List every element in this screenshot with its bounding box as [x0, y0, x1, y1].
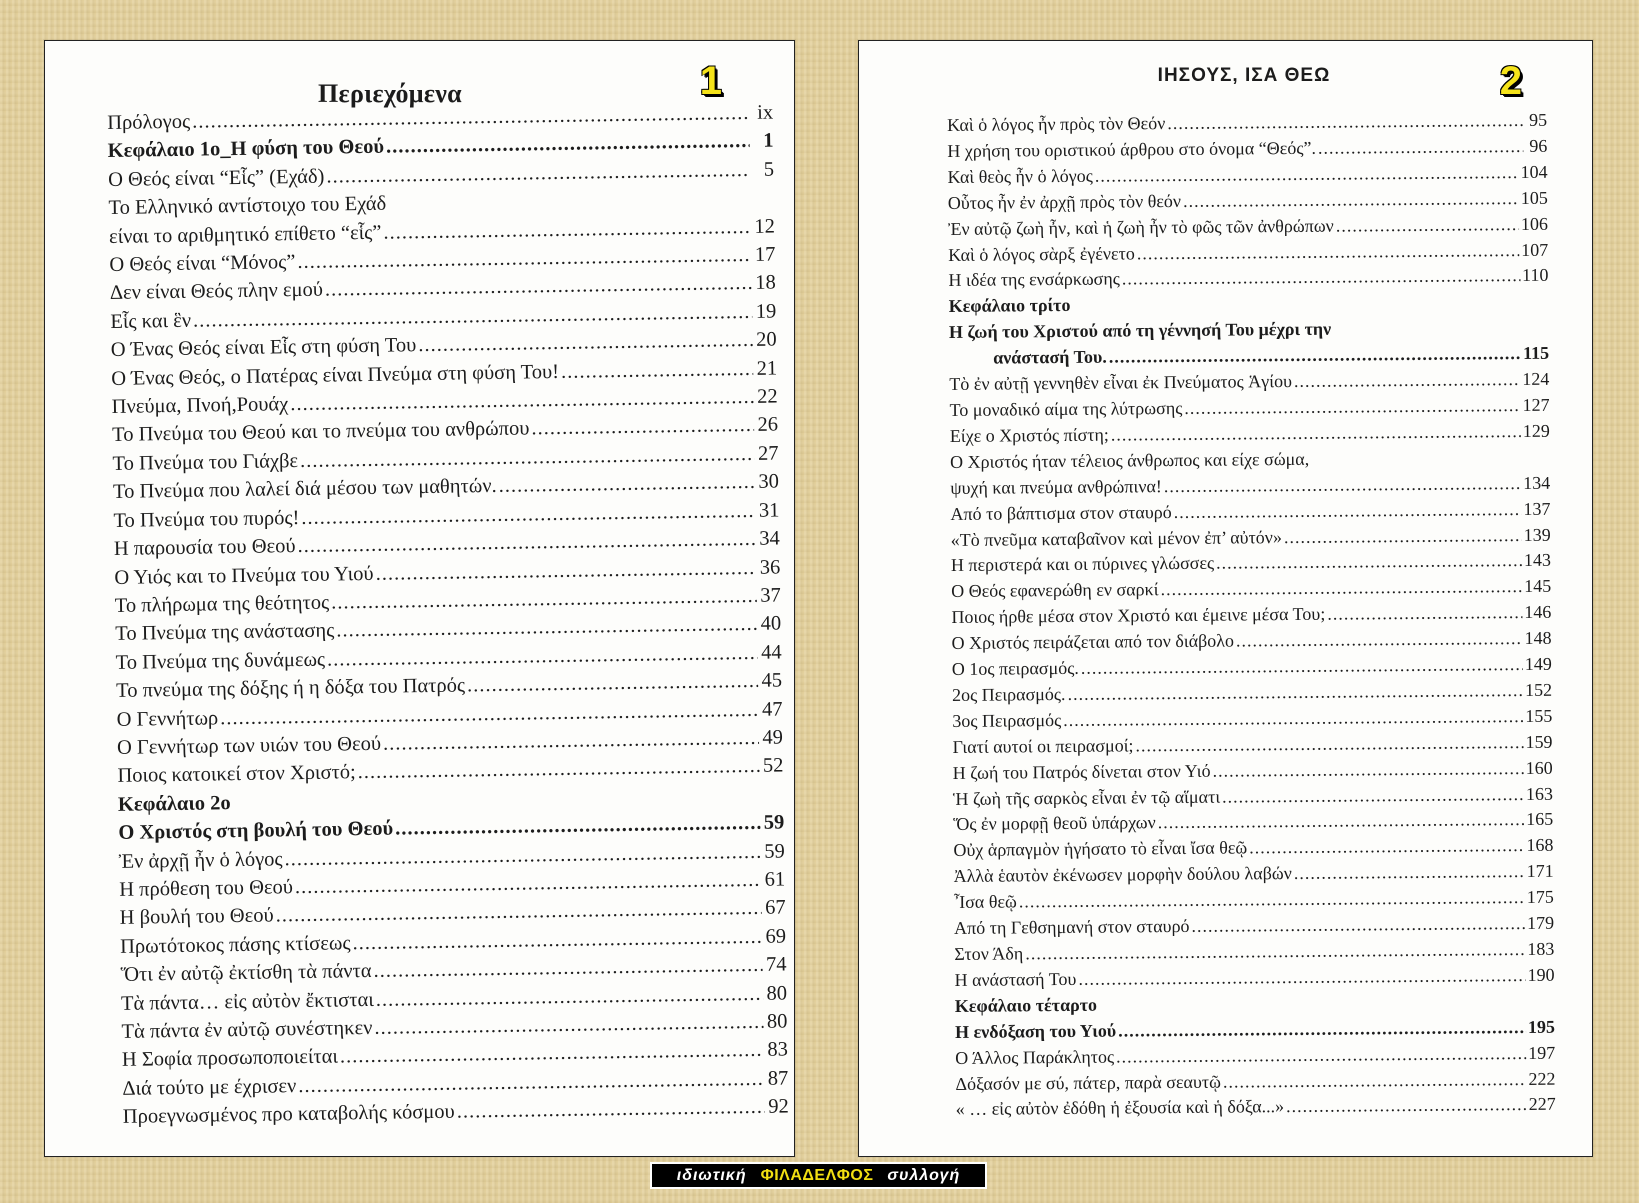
toc-entry-page-number: 34: [759, 527, 781, 550]
toc-entry-title: Οὐχ ἁρπαγμὸν ἡγήσατο τὸ εἶναι ἴσα θεῷ: [953, 837, 1248, 861]
dot-leader: [1164, 471, 1522, 500]
dot-leader: [1336, 212, 1519, 240]
dot-leader: [1099, 1007, 1531, 1011]
toc-entry-page-number: 40: [760, 612, 782, 636]
toc-entry-page-number: 159: [1525, 731, 1553, 752]
toc-entry-page-number: 67: [764, 896, 786, 920]
dot-leader: [1109, 341, 1522, 371]
dot-leader: [1174, 497, 1522, 526]
toc-entry-title: Η ζωή του Πατρός δίνεται στον Υιό: [952, 760, 1211, 783]
dot-leader: [1333, 333, 1525, 335]
dot-leader: [388, 204, 750, 210]
running-header: ΙΗΣΟΥΣ, ΙΣΑ ΘΕΩ: [1157, 65, 1331, 86]
toc-entry-title: Από το βάπτισμα στον σταυρό: [950, 501, 1172, 524]
dot-leader: [1318, 134, 1524, 162]
toc-entry-page-number: 155: [1525, 705, 1553, 726]
toc-entry-page-number: 20: [756, 328, 777, 352]
dot-leader: [233, 801, 760, 809]
toc-entry-page-number: 145: [1524, 576, 1552, 597]
toc-entry-title: Η παρουσία του Θεού: [113, 535, 296, 561]
dot-leader: [1294, 367, 1521, 395]
toc-entry-page-number: 106: [1520, 213, 1549, 234]
toc-entry-page-number: 134: [1523, 472, 1551, 493]
toc-entry-title: Ο Χριστός πειράζεται από τον διάβολο: [951, 630, 1235, 654]
toc-entry-title: Είχε ο Χριστός πίστη;: [949, 424, 1109, 446]
page-title: Περιεχόμενα: [318, 79, 462, 108]
toc-entry-title: Ο Χριστός ήταν τέλειος άνθρωπος και είχε σώμα,: [949, 448, 1310, 472]
toc-entry-page-number: 52: [762, 754, 784, 778]
toc-entry-title: Ο 1ος πειρασμός.: [951, 657, 1079, 680]
toc-entry-page-number: 197: [1528, 1042, 1556, 1063]
dot-leader: [1184, 393, 1520, 422]
dot-leader: [1078, 963, 1525, 993]
toc-entry-title: Το Πνεύμα του πυρός!: [113, 506, 300, 532]
dot-leader: [1160, 574, 1522, 603]
dot-leader: [1067, 678, 1523, 708]
toc-entry-title: Ο Γεννήτωρ: [116, 706, 219, 731]
toc-entry-page-number: 18: [755, 271, 776, 295]
toc-entry-page-number: ix: [757, 101, 774, 124]
toc-entry-page-number: 179: [1527, 912, 1555, 934]
toc-entry-title: Ο Γεννήτωρ των υιών του Θεού: [116, 732, 382, 759]
dot-leader: [1118, 1015, 1526, 1044]
toc-entry-title: Εἷς και ἓν: [110, 309, 192, 333]
toc-entry-title: Το Πνεύμα της δυνάμεως: [115, 648, 326, 674]
collection-banner: [650, 1162, 987, 1189]
toc-entry-page-number: 87: [767, 1067, 789, 1090]
toc-entry-title: Πνεύμα, Πνοή,Ρουάχ: [111, 393, 289, 419]
toc-entry-page-number: 37: [760, 584, 781, 607]
toc-entry-title: Ἐν αὐτῷ ζωὴ ἦν, καὶ ἡ ζωὴ ἦν τὸ φῶς τῶν ἀνθρώπων: [947, 215, 1334, 239]
toc-entry-page-number: 129: [1522, 420, 1550, 441]
toc-entry-title: 2ος Πειρασμός.: [951, 683, 1066, 705]
dot-leader: [1072, 307, 1524, 311]
banner-middle-text: ΦΙΛΑΔΕΛΦΟΣ: [760, 1166, 874, 1184]
dot-leader: [561, 355, 754, 386]
toc-entry-title: Ο Θεός είναι “Μόνος”: [109, 251, 296, 277]
toc-entry: [956, 1092, 1556, 1123]
toc-entry-title: Το Πνεύμα του Θεού και το πνεύμα του ανθρώπου: [111, 417, 530, 447]
toc-entry-page-number: 45: [761, 669, 783, 692]
toc-entry-page-number: 227: [1528, 1094, 1556, 1115]
toc-entry-title: Η Σοφία προσωποποιείται: [121, 1045, 339, 1072]
table-of-contents: [107, 99, 789, 1132]
toc-entry-page-number: 146: [1524, 601, 1552, 623]
toc-entry-title: Η ιδέα της ενσάρκωσης: [948, 268, 1120, 291]
toc-entry-page-number: 61: [764, 868, 786, 891]
toc-entry-page-number: 83: [767, 1038, 789, 1062]
toc-entry-title: Ἡ ζωὴ τῆς σαρκὸς εἶναι ἐν τῷ αἵματι: [952, 786, 1221, 809]
dot-leader: [531, 411, 754, 443]
toc-entry-page-number: 143: [1523, 550, 1552, 571]
dot-leader: [1249, 833, 1524, 861]
toc-entry-title: Το Πνεύμα του Γιάχβε: [112, 449, 299, 475]
dot-leader: [1284, 523, 1522, 551]
toc-entry-title: Καὶ θεὸς ἦν ὁ λόγος: [947, 165, 1093, 187]
toc-entry-title: Γιατί αυτοί οι πειρασμοί;: [952, 735, 1134, 757]
dot-leader: [1327, 600, 1522, 628]
toc-entry-title: Δεν είναι Θεός πλην εμού: [109, 279, 324, 305]
dot-leader: [1063, 704, 1523, 734]
toc-entry-page-number: 80: [766, 1010, 788, 1033]
toc-entry-page-number: 96: [1529, 135, 1548, 156]
toc-entry: [948, 263, 1548, 294]
toc-entry-page-number: 17: [754, 243, 776, 266]
toc-entry-title: « … εἰς αὐτὸν ἐδόθη ἡ ἐξουσία καὶ ἡ δόξα...»: [955, 1096, 1285, 1120]
toc-entry-title: Καὶ ὁ λόγος σὰρξ ἐγένετο: [948, 242, 1135, 265]
dot-leader: [1116, 1041, 1526, 1070]
toc-entry-title: Πρόλογος: [107, 110, 191, 134]
toc-entry-page-number: 115: [1523, 342, 1550, 364]
toc-entry-page-number: 92: [768, 1095, 789, 1118]
toc-entry-title: Ἀλλὰ ἑαυτὸν ἐκένωσεν μορφὴν δούλου λαβών: [953, 863, 1292, 887]
dot-leader: [1137, 238, 1520, 267]
toc-entry-page-number: 152: [1524, 679, 1553, 700]
toc-entry-page-number: 36: [759, 555, 781, 579]
toc-entry-title: Η ζωή του Χριστού από τη γέννησή Του μέχρι την: [948, 318, 1332, 343]
toc-entry-title: Ἐν ἀρχῇ ἦν ὁ λόγος: [118, 847, 283, 873]
toc-entry-page-number: 137: [1523, 498, 1551, 519]
toc-entry-title: «Τὸ πνεῦμα καταβαῖνον καὶ μένον ἐπ’ αὐτόν»: [950, 526, 1282, 550]
toc-entry-page-number: 107: [1521, 239, 1549, 260]
toc-entry-title: Το Ελληνικό αντίστοιχο του Εχάδ: [108, 192, 387, 220]
toc-entry-page-number: 149: [1524, 653, 1552, 675]
dot-leader: [1311, 463, 1526, 465]
toc-entry-page-number: 110: [1522, 265, 1549, 286]
toc-entry-title: Η ενδόξαση του Υιού: [954, 1020, 1117, 1042]
toc-entry-title: Ο Θεός είναι “Εἷς” (Εχάδ): [107, 165, 325, 191]
toc-entry-title: Το μοναδικό αίμα της λύτρωσης: [949, 397, 1183, 420]
toc-entry-page-number: 139: [1523, 524, 1551, 545]
toc-entry-title: Οὗτος ἦν ἐν ἀρχῇ πρὸς τὸν θεόν: [947, 190, 1182, 213]
toc-entry-page-number: 190: [1527, 964, 1555, 985]
toc-entry-page-number: 160: [1525, 757, 1553, 778]
dot-leader: [457, 1093, 765, 1126]
page-number-badge: 1: [699, 59, 722, 103]
toc-entry-title: Ο Ένας Θεός είναι Εἷς στη φύση Του: [110, 334, 417, 362]
dot-leader: [1167, 108, 1523, 137]
toc-entry-page-number: 69: [765, 925, 787, 948]
dot-leader: [498, 468, 755, 500]
dot-leader: [1183, 186, 1519, 215]
toc-entry-page-number: 59: [764, 840, 785, 863]
left-page: [44, 40, 795, 1157]
toc-entry-page-number: 12: [754, 215, 776, 238]
dot-leader: [1191, 911, 1525, 940]
toc-entry-page-number: 47: [761, 697, 783, 721]
toc-entry-title: Τὸ ἐν αὐτῇ γεννηθὲν εἶναι ἐκ Πνεύματος Ἁγίου: [949, 371, 1293, 395]
toc-entry-page-number: 74: [765, 953, 787, 976]
toc-entry-title: Διά τούτο με έχρισεν: [122, 1074, 297, 1100]
toc-entry-title: ανάστασή Του.: [993, 346, 1107, 368]
toc-entry-title: Στον Άδη: [954, 943, 1024, 964]
toc-entry-title: Προεγνωσμένος προ καταβολής κόσμου: [122, 1100, 455, 1129]
toc-entry-title: Ο Υιός και το Πνεύμα του Υιού: [114, 562, 374, 589]
toc-entry-title: Ποιος κατοικεί στον Χριστό;: [117, 761, 356, 788]
toc-entry-page-number: 1: [763, 129, 774, 153]
toc-entry-title: Ο Άλλος Παράκλητος: [955, 1046, 1115, 1068]
toc-entry-page-number: 27: [757, 442, 779, 465]
toc-entry-title: Ο Ένας Θεός, ο Πατέρας είναι Πνεύμα στη φύση Του!: [111, 360, 560, 390]
toc-entry-title: Τὰ πάντα ἐν αὐτῷ συνέστηκεν: [121, 1016, 373, 1043]
toc-entry-page-number: 49: [762, 726, 784, 749]
toc-entry-page-number: 31: [758, 499, 780, 522]
toc-entry-page-number: 195: [1527, 1016, 1556, 1037]
dot-leader: [1216, 548, 1522, 577]
toc-entry-page-number: 80: [766, 982, 788, 1005]
toc-entry-page-number: 19: [755, 300, 777, 323]
toc-entry-title: Δόξασόν με σύ, πάτερ, παρὰ σεαυτῷ: [955, 1071, 1221, 1094]
toc-entry-title: Το πνεύμα της δόξης ή η δόξα του Πατρός: [115, 674, 466, 703]
dot-leader: [1158, 807, 1525, 836]
toc-entry-title: 3ος Πειρασμός: [952, 709, 1062, 731]
toc-entry-title: Η περιστερά και οι πύρινες γλώσσες: [950, 553, 1215, 576]
toc-entry-page-number: 124: [1522, 368, 1550, 390]
toc-entry: [950, 419, 1550, 450]
dot-leader: [1111, 419, 1521, 448]
dot-leader: [1212, 756, 1523, 785]
toc-entry-title: Το πλήρωμα της θεότητος: [114, 591, 330, 617]
dot-leader: [1081, 652, 1523, 682]
toc-entry-title: Ἶσα θεῷ: [953, 891, 1017, 913]
toc-entry-title: ψυχή και πνεύμα ανθρώπινα!: [950, 475, 1162, 498]
toc-entry-title: Κεφάλαιο τέταρτο: [954, 994, 1098, 1016]
toc-entry-title: Το Πνεύμα της ανάστασης: [115, 619, 335, 646]
toc-entry-page-number: 44: [760, 641, 782, 664]
toc-entry-title: Ὅς ἐν μορφῇ θεοῦ ὑπάρχων: [953, 812, 1156, 835]
toc-entry-page-number: 163: [1525, 783, 1554, 804]
toc-entry-title: Κεφάλαιο 2ο: [117, 791, 231, 816]
dot-leader: [467, 667, 758, 700]
toc-entry-title: Η ανάστασή Του: [954, 968, 1077, 990]
toc-entry-title: είναι το αριθμητικό επίθετο “εἷς”: [108, 221, 382, 248]
toc-entry-title: Ποιος ήρθε μέσα στον Χριστό και έμεινε μέσα Του;: [951, 603, 1326, 628]
toc-entry-page-number: 30: [758, 470, 780, 494]
toc-entry-page-number: 22: [756, 385, 778, 408]
dot-leader: [1294, 859, 1525, 887]
right-page: [858, 40, 1593, 1157]
toc-entry-page-number: 95: [1528, 109, 1548, 130]
toc-entry-page-number: 183: [1527, 938, 1555, 959]
toc-entry-page-number: 171: [1526, 861, 1554, 882]
toc-entry-page-number: 127: [1522, 394, 1550, 415]
toc-entry-title: Τὰ πάντα… εἰς αὐτὸν ἔκτισται: [120, 988, 374, 1015]
toc-entry-page-number: 105: [1520, 187, 1548, 208]
toc-entry-title: Ο Θεός εφανερώθη εν σαρκί: [951, 579, 1159, 602]
toc-entry: [954, 963, 1554, 994]
dot-leader: [1223, 1067, 1527, 1096]
dot-leader: [1236, 626, 1523, 654]
toc-entry-page-number: 165: [1526, 809, 1554, 830]
dot-leader: [1222, 782, 1524, 811]
toc-entry-page-number: 59: [763, 811, 785, 834]
toc-entry-page-number: 175: [1526, 886, 1554, 908]
toc-entry-title: Κεφάλαιο 1ο_Η φύση του Θεού: [107, 136, 385, 163]
dot-leader: [1095, 160, 1519, 190]
table-of-contents: [947, 108, 1556, 1124]
toc-entry-page-number: 104: [1520, 161, 1548, 182]
page-number-badge: 2: [1499, 59, 1522, 103]
toc-entry-title: Η χρήση του οριστικού άρθρου στο όνομα “Θεός”.: [947, 137, 1316, 161]
toc-entry-title: Καὶ ὁ λόγος ἦν πρὸς τὸν Θεόν: [947, 113, 1166, 135]
toc-entry-title: Ὅτι ἐν αὐτῷ ἐκτίσθη τὰ πάντα: [120, 960, 372, 987]
toc-entry-page-number: 21: [756, 357, 778, 380]
toc-entry-title: Πρωτότοκος πάσης κτίσεως: [119, 932, 351, 958]
toc-entry-page-number: 222: [1528, 1068, 1556, 1089]
dot-leader: [1135, 730, 1523, 759]
dot-leader: [1122, 263, 1520, 292]
toc-entry-page-number: 26: [757, 413, 779, 437]
toc-entry-title: Κεφάλαιο τρίτο: [948, 295, 1071, 317]
toc-entry-title: Η βουλή του Θεού: [119, 904, 274, 930]
toc-entry-page-number: 168: [1526, 835, 1554, 856]
banner-left-text: ιδιωτική: [676, 1166, 747, 1184]
banner-right-text: συλλογή: [887, 1166, 961, 1184]
toc-entry-title: Η πρόθεση του Θεού: [119, 876, 294, 901]
toc-entry-title: Ο Χριστός στη βουλή του Θεού: [118, 817, 394, 845]
toc-entry-page-number: 5: [763, 158, 775, 181]
dot-leader: [1286, 1092, 1527, 1120]
toc-entry-title: Από τη Γεθσημανή στον σταυρό: [954, 916, 1190, 939]
toc-entry-page-number: 148: [1524, 627, 1552, 649]
toc-entry-title: Το Πνεύμα που λαλεί διά μέσου των μαθητών.: [112, 475, 497, 504]
